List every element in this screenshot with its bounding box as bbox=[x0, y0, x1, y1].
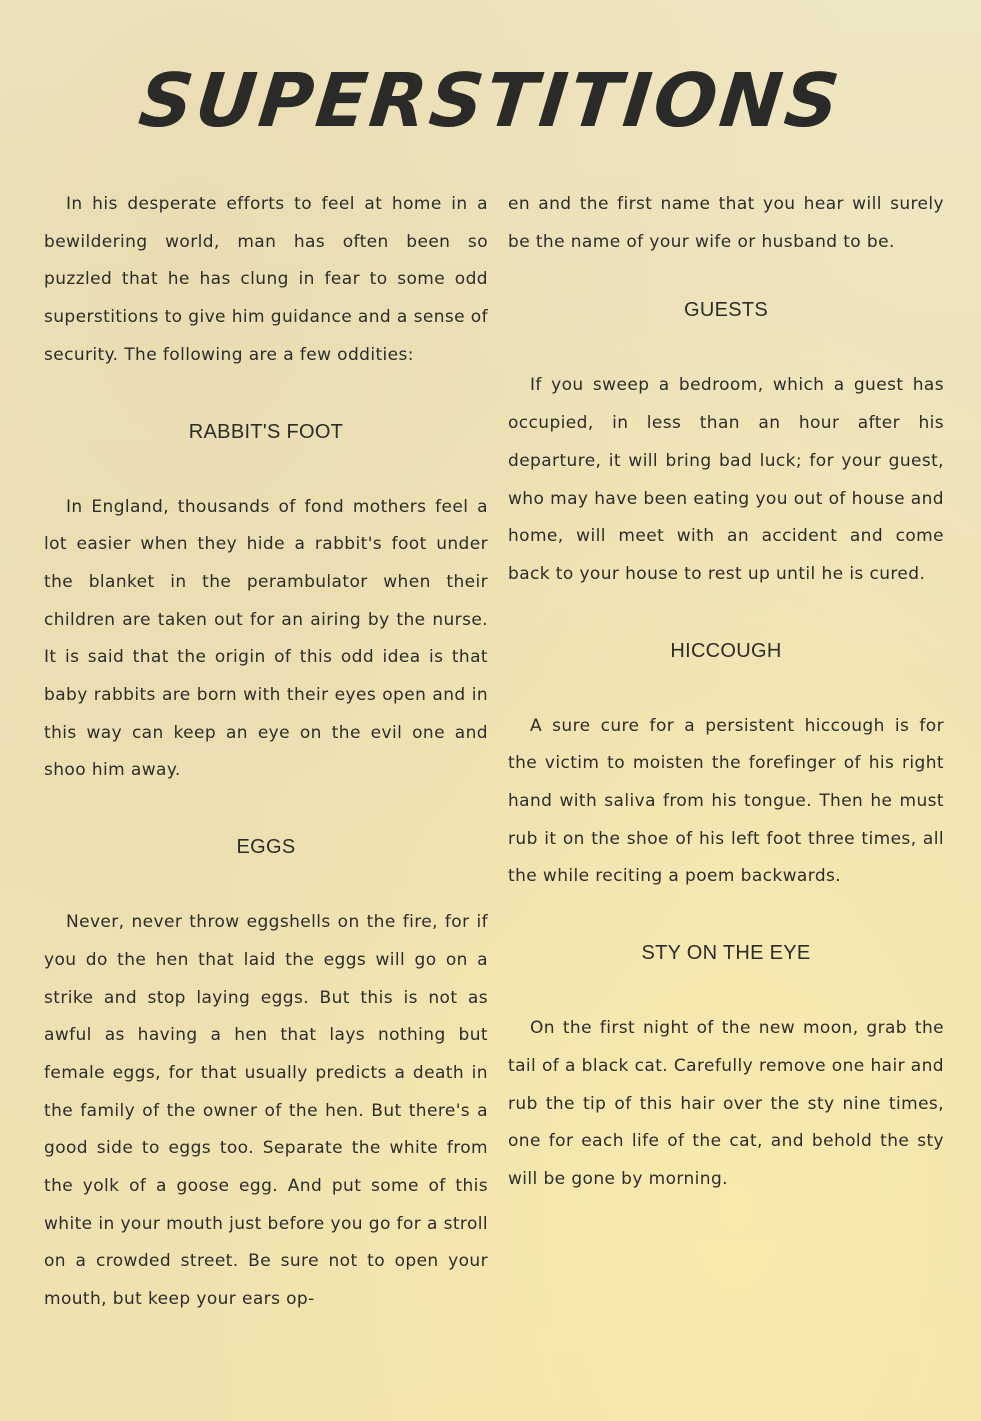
heading-sty-on-the-eye: STY ON THE EYE bbox=[641, 942, 811, 965]
spacer bbox=[508, 261, 944, 291]
left-column bbox=[44, 190, 488, 1319]
spacer bbox=[508, 594, 944, 632]
spacer bbox=[508, 329, 944, 367]
heading-rabbits-foot: RABBIT'S FOOT bbox=[188, 420, 344, 443]
page-title: SUPERSTITIONS bbox=[135, 58, 846, 144]
spacer bbox=[44, 375, 488, 413]
spacer bbox=[508, 972, 944, 1010]
rabbits-foot-paragraph: In England, thousands of fond mothers feel a lot easier when they hide a rabbit's foot under the blanket in the perambulator when their children are taken out for an airing by the nurse. It is said that the origin of this odd idea is that baby rabbits are born with their eyes open and in this way can keep an eye on the evil one and shoo him away. bbox=[44, 496, 488, 781]
spacer bbox=[44, 451, 488, 489]
spacer bbox=[44, 866, 488, 904]
spacer bbox=[508, 896, 944, 934]
guests-paragraph: If you sweep a bedroom, which a guest has occupied, in less than an hour after his departure, it will bring bad luck; for your guest, who may have been eating you out of house and home, will meet with an accident and come back to your house to rest up until he is cured. bbox=[508, 375, 944, 584]
continuation-paragraph: en and the first name that you hear will surely be the name of your wife or husband to be. bbox=[508, 194, 944, 252]
right-column bbox=[508, 190, 944, 1199]
spacer bbox=[508, 670, 944, 708]
heading-guests: GUESTS bbox=[683, 299, 769, 322]
spacer bbox=[44, 790, 488, 828]
hiccough-paragraph: A sure cure for a persistent hiccough is for the victim to moisten the forefinger of his right hand with saliva from his tongue. Then he must rub it on the shoe of his left foot three times, all the while reciting a poem backwards. bbox=[508, 715, 944, 887]
eggs-paragraph: Never, never throw eggshells on the fire, for if you do the hen that laid the eggs will go on a strike and stop laying eggs. But this is not as awful as having a hen that lays nothing but female eggs, for that usually predicts a death in the family of the owner of the hen. But there's a good side to eggs too. Separate the white from the yolk of a goose egg. And put some of this white in your mouth just before you go for a stroll on a crowded street. Be sure not to open your mouth, but keep your ears op- bbox=[44, 912, 488, 1310]
sty-paragraph: On the first night of the new moon, grab the tail of a black cat. Carefully remove one hair and rub the tip of this hair over the sty nine times, one for each life of the cat, and behold the sty will be gone by morning. bbox=[508, 1018, 944, 1189]
heading-hiccough: HICCOUGH bbox=[670, 639, 782, 662]
heading-eggs: EGGS bbox=[236, 836, 296, 859]
intro-paragraph: In his desperate efforts to feel at home in a bewildering world, man has often been so puzzled that he has clung in fear to some odd superstitions to give him guidance and a sense of security. The following are a few oddities: bbox=[44, 194, 488, 365]
